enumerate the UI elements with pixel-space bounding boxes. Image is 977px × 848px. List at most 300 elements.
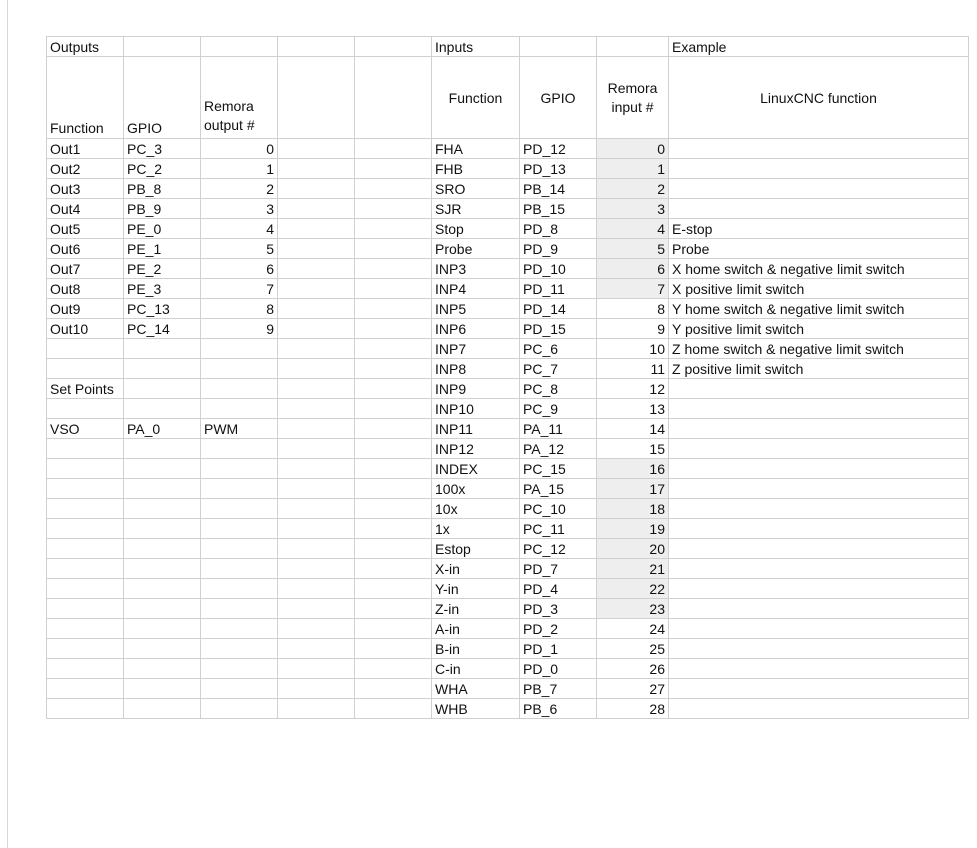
empty-cell[interactable]	[278, 199, 355, 219]
table-row	[47, 299, 969, 319]
input-remora-cell[interactable]: 13	[597, 399, 669, 419]
input-remora-cell[interactable]: 8	[597, 299, 669, 319]
linuxcnc-function-cell[interactable]: X home switch & negative limit switch	[669, 259, 969, 279]
empty-cell[interactable]	[278, 379, 355, 399]
input-gpio-cell[interactable]: PD_9	[520, 239, 597, 259]
empty-cell[interactable]	[124, 459, 201, 479]
empty-cell[interactable]	[355, 279, 432, 299]
empty-cell[interactable]	[278, 159, 355, 179]
input-remora-cell[interactable]: 27	[597, 679, 669, 699]
input-function-header[interactable]: Function	[432, 57, 520, 139]
input-remora-header[interactable]: Remora input #	[597, 57, 669, 139]
empty-cell[interactable]	[278, 599, 355, 619]
linuxcnc-function-cell[interactable]: E-stop	[669, 219, 969, 239]
empty-cell[interactable]	[278, 679, 355, 699]
linuxcnc-function-cell[interactable]	[669, 499, 969, 519]
input-function-cell[interactable]: WHB	[432, 699, 520, 719]
input-function-cell[interactable]: INDEX	[432, 459, 520, 479]
output-function-cell[interactable]: Out5	[47, 219, 124, 239]
empty-cell[interactable]	[124, 679, 201, 699]
empty-cell[interactable]	[355, 239, 432, 259]
output-function-cell[interactable]: Out8	[47, 279, 124, 299]
empty-cell[interactable]	[355, 579, 432, 599]
empty-cell[interactable]	[278, 399, 355, 419]
input-remora-cell[interactable]: 2	[597, 179, 669, 199]
input-gpio-cell[interactable]: PC_12	[520, 539, 597, 559]
empty-cell[interactable]	[355, 179, 432, 199]
input-gpio-cell[interactable]: PD_8	[520, 219, 597, 239]
linuxcnc-function-cell[interactable]	[669, 199, 969, 219]
empty-cell[interactable]	[201, 659, 278, 679]
output-function-cell[interactable]: Out9	[47, 299, 124, 319]
input-remora-cell[interactable]: 3	[597, 199, 669, 219]
input-function-cell[interactable]: INP5	[432, 299, 520, 319]
empty-cell[interactable]	[355, 519, 432, 539]
linuxcnc-function-cell[interactable]	[669, 139, 969, 159]
empty-cell[interactable]	[355, 599, 432, 619]
input-gpio-header[interactable]: GPIO	[520, 57, 597, 139]
empty-cell[interactable]	[201, 639, 278, 659]
linuxcnc-function-cell[interactable]	[669, 619, 969, 639]
input-gpio-cell[interactable]: PC_8	[520, 379, 597, 399]
empty-cell[interactable]	[520, 37, 597, 57]
output-remora-cell[interactable]: 5	[201, 239, 278, 259]
empty-cell[interactable]	[124, 399, 201, 419]
empty-cell[interactable]	[278, 699, 355, 719]
input-function-cell[interactable]: SRO	[432, 179, 520, 199]
table-row	[47, 679, 969, 699]
empty-cell[interactable]	[355, 399, 432, 419]
empty-cell[interactable]	[278, 559, 355, 579]
table-row	[47, 379, 969, 399]
linuxcnc-function-cell[interactable]	[669, 579, 969, 599]
input-remora-cell[interactable]: 25	[597, 639, 669, 659]
header-row	[47, 57, 969, 139]
input-function-cell[interactable]: 100x	[432, 479, 520, 499]
linuxcnc-function-cell[interactable]: Z positive limit switch	[669, 359, 969, 379]
empty-cell[interactable]	[278, 139, 355, 159]
empty-cell[interactable]	[355, 439, 432, 459]
input-gpio-cell[interactable]: PC_15	[520, 459, 597, 479]
empty-cell[interactable]	[355, 499, 432, 519]
input-gpio-cell[interactable]: PC_7	[520, 359, 597, 379]
empty-cell[interactable]	[201, 459, 278, 479]
input-function-cell[interactable]: B-in	[432, 639, 520, 659]
empty-cell[interactable]	[355, 539, 432, 559]
setpoint-function-cell[interactable]: VSO	[47, 419, 124, 439]
empty-cell[interactable]	[201, 539, 278, 559]
input-gpio-cell[interactable]: PD_14	[520, 299, 597, 319]
input-gpio-cell[interactable]: PC_6	[520, 339, 597, 359]
empty-cell[interactable]	[124, 579, 201, 599]
input-function-cell[interactable]: 10x	[432, 499, 520, 519]
output-remora-cell[interactable]: 4	[201, 219, 278, 239]
input-function-cell[interactable]: SJR	[432, 199, 520, 219]
output-remora-cell[interactable]: 2	[201, 179, 278, 199]
input-function-cell[interactable]: FHB	[432, 159, 520, 179]
input-remora-cell[interactable]: 5	[597, 239, 669, 259]
empty-cell[interactable]	[124, 339, 201, 359]
input-gpio-cell[interactable]: PD_0	[520, 659, 597, 679]
input-function-cell[interactable]: Stop	[432, 219, 520, 239]
input-function-cell[interactable]: 1x	[432, 519, 520, 539]
empty-cell[interactable]	[278, 259, 355, 279]
output-function-cell[interactable]: Out6	[47, 239, 124, 259]
input-function-cell[interactable]: INP11	[432, 419, 520, 439]
table-row	[47, 359, 969, 379]
empty-cell[interactable]	[355, 37, 432, 57]
empty-cell[interactable]	[355, 479, 432, 499]
input-function-cell[interactable]: X-in	[432, 559, 520, 579]
output-remora-cell[interactable]: 8	[201, 299, 278, 319]
input-gpio-cell[interactable]: PD_15	[520, 319, 597, 339]
empty-cell[interactable]	[201, 37, 278, 57]
empty-cell[interactable]	[47, 339, 124, 359]
empty-cell[interactable]	[124, 359, 201, 379]
empty-cell[interactable]	[124, 479, 201, 499]
input-function-cell[interactable]: INP6	[432, 319, 520, 339]
input-function-cell[interactable]: A-in	[432, 619, 520, 639]
empty-cell[interactable]	[355, 199, 432, 219]
empty-cell[interactable]	[278, 179, 355, 199]
table-row	[47, 479, 969, 499]
input-gpio-cell[interactable]: PD_3	[520, 599, 597, 619]
input-function-cell[interactable]: INP9	[432, 379, 520, 399]
linuxcnc-function-header[interactable]: LinuxCNC function	[669, 57, 969, 139]
output-remora-cell[interactable]: 3	[201, 199, 278, 219]
input-function-cell[interactable]: INP3	[432, 259, 520, 279]
table-row	[47, 659, 969, 679]
output-gpio-cell[interactable]: PE_3	[124, 279, 201, 299]
empty-cell[interactable]	[47, 679, 124, 699]
empty-cell[interactable]	[355, 659, 432, 679]
empty-cell[interactable]	[278, 459, 355, 479]
empty-cell[interactable]	[278, 37, 355, 57]
output-remora-cell[interactable]: 6	[201, 259, 278, 279]
input-remora-cell[interactable]: 28	[597, 699, 669, 719]
empty-cell[interactable]	[47, 519, 124, 539]
input-remora-cell[interactable]: 21	[597, 559, 669, 579]
output-gpio-cell[interactable]: PE_1	[124, 239, 201, 259]
empty-cell[interactable]	[355, 619, 432, 639]
empty-cell[interactable]	[124, 439, 201, 459]
empty-cell[interactable]	[278, 519, 355, 539]
linuxcnc-function-cell[interactable]	[669, 699, 969, 719]
input-remora-cell[interactable]: 23	[597, 599, 669, 619]
empty-cell[interactable]	[47, 499, 124, 519]
empty-cell[interactable]	[201, 599, 278, 619]
input-remora-cell[interactable]: 17	[597, 479, 669, 499]
input-gpio-cell[interactable]: PC_10	[520, 499, 597, 519]
output-remora-cell[interactable]: 0	[201, 139, 278, 159]
empty-cell[interactable]	[355, 57, 432, 139]
table-row	[47, 579, 969, 599]
table-row	[47, 319, 969, 339]
linuxcnc-function-cell[interactable]	[669, 559, 969, 579]
table-row	[47, 179, 969, 199]
empty-cell[interactable]	[124, 539, 201, 559]
empty-cell[interactable]	[278, 619, 355, 639]
empty-cell[interactable]	[47, 439, 124, 459]
empty-cell[interactable]	[47, 539, 124, 559]
empty-cell[interactable]	[124, 659, 201, 679]
linuxcnc-function-cell[interactable]: Probe	[669, 239, 969, 259]
empty-cell[interactable]	[355, 139, 432, 159]
linuxcnc-function-cell[interactable]	[669, 599, 969, 619]
empty-cell[interactable]	[124, 699, 201, 719]
input-gpio-cell[interactable]: PD_12	[520, 139, 597, 159]
table-row	[47, 239, 969, 259]
empty-cell[interactable]	[278, 539, 355, 559]
input-remora-cell[interactable]: 15	[597, 439, 669, 459]
output-function-cell[interactable]: Out7	[47, 259, 124, 279]
example-section-label[interactable]: Example	[669, 37, 969, 57]
input-remora-cell[interactable]: 14	[597, 419, 669, 439]
outputs-section-label[interactable]: Outputs	[47, 37, 124, 57]
linuxcnc-function-cell[interactable]	[669, 379, 969, 399]
input-gpio-cell[interactable]: PA_12	[520, 439, 597, 459]
input-remora-cell[interactable]: 1	[597, 159, 669, 179]
input-gpio-cell[interactable]: PC_9	[520, 399, 597, 419]
linuxcnc-function-cell[interactable]: Z home switch & negative limit switch	[669, 339, 969, 359]
input-gpio-cell[interactable]: PB_14	[520, 179, 597, 199]
input-remora-cell[interactable]: 22	[597, 579, 669, 599]
input-remora-cell[interactable]: 4	[597, 219, 669, 239]
empty-cell[interactable]	[124, 37, 201, 57]
input-remora-cell[interactable]: 0	[597, 139, 669, 159]
empty-cell[interactable]	[278, 419, 355, 439]
input-function-cell[interactable]: Probe	[432, 239, 520, 259]
linuxcnc-function-cell[interactable]	[669, 639, 969, 659]
input-function-cell[interactable]: Y-in	[432, 579, 520, 599]
empty-cell[interactable]	[47, 359, 124, 379]
input-function-cell[interactable]: INP10	[432, 399, 520, 419]
linuxcnc-function-cell[interactable]	[669, 399, 969, 419]
input-gpio-cell[interactable]: PD_11	[520, 279, 597, 299]
output-gpio-cell[interactable]: PB_8	[124, 179, 201, 199]
empty-cell[interactable]	[278, 219, 355, 239]
empty-cell[interactable]	[278, 579, 355, 599]
table-row	[47, 559, 969, 579]
output-gpio-header[interactable]: GPIO	[124, 57, 201, 139]
output-function-header[interactable]: Function	[47, 57, 124, 139]
empty-cell[interactable]	[355, 259, 432, 279]
table-row	[47, 639, 969, 659]
input-gpio-cell[interactable]: PA_11	[520, 419, 597, 439]
input-gpio-cell[interactable]: PB_15	[520, 199, 597, 219]
empty-cell[interactable]	[355, 299, 432, 319]
input-gpio-cell[interactable]: PD_10	[520, 259, 597, 279]
empty-cell[interactable]	[355, 359, 432, 379]
setpoint-type-cell[interactable]: PWM	[201, 419, 278, 439]
empty-cell[interactable]	[355, 559, 432, 579]
output-gpio-cell[interactable]: PC_3	[124, 139, 201, 159]
empty-cell[interactable]	[278, 319, 355, 339]
linuxcnc-function-cell[interactable]	[669, 679, 969, 699]
input-function-cell[interactable]: INP4	[432, 279, 520, 299]
empty-cell[interactable]	[355, 159, 432, 179]
gpio-mapping-table	[46, 36, 969, 719]
output-function-cell[interactable]: Out1	[47, 139, 124, 159]
input-gpio-cell[interactable]: PD_4	[520, 579, 597, 599]
empty-cell[interactable]	[201, 479, 278, 499]
empty-cell[interactable]	[278, 279, 355, 299]
empty-cell[interactable]	[201, 699, 278, 719]
set-points-label[interactable]: Set Points	[47, 379, 124, 399]
output-remora-cell[interactable]: 7	[201, 279, 278, 299]
empty-cell[interactable]	[47, 659, 124, 679]
empty-cell[interactable]	[47, 599, 124, 619]
empty-cell[interactable]	[278, 499, 355, 519]
empty-cell[interactable]	[47, 699, 124, 719]
input-function-cell[interactable]: WHA	[432, 679, 520, 699]
empty-cell[interactable]	[124, 559, 201, 579]
linuxcnc-function-cell[interactable]	[669, 179, 969, 199]
output-gpio-cell[interactable]: PB_9	[124, 199, 201, 219]
table-row	[47, 279, 969, 299]
input-remora-cell[interactable]: 19	[597, 519, 669, 539]
empty-cell[interactable]	[278, 659, 355, 679]
output-remora-header[interactable]: Remora output #	[201, 57, 278, 139]
output-gpio-cell[interactable]: PC_2	[124, 159, 201, 179]
input-remora-cell[interactable]: 24	[597, 619, 669, 639]
input-gpio-cell[interactable]: PA_15	[520, 479, 597, 499]
empty-cell[interactable]	[201, 439, 278, 459]
input-remora-cell[interactable]: 16	[597, 459, 669, 479]
empty-cell[interactable]	[201, 339, 278, 359]
empty-cell[interactable]	[47, 619, 124, 639]
empty-cell[interactable]	[124, 379, 201, 399]
empty-cell[interactable]	[47, 459, 124, 479]
empty-cell[interactable]	[355, 379, 432, 399]
input-remora-cell[interactable]: 7	[597, 279, 669, 299]
output-gpio-cell[interactable]: PC_14	[124, 319, 201, 339]
input-remora-cell[interactable]: 10	[597, 339, 669, 359]
input-gpio-cell[interactable]: PB_7	[520, 679, 597, 699]
input-remora-cell[interactable]: 26	[597, 659, 669, 679]
empty-cell[interactable]	[355, 699, 432, 719]
output-function-cell[interactable]: Out10	[47, 319, 124, 339]
empty-cell[interactable]	[355, 419, 432, 439]
input-gpio-cell[interactable]: PD_1	[520, 639, 597, 659]
input-gpio-cell[interactable]: PD_2	[520, 619, 597, 639]
empty-cell[interactable]	[355, 339, 432, 359]
empty-cell[interactable]	[278, 239, 355, 259]
linuxcnc-function-cell[interactable]	[669, 519, 969, 539]
empty-cell[interactable]	[201, 579, 278, 599]
empty-cell[interactable]	[201, 679, 278, 699]
input-remora-cell[interactable]: 6	[597, 259, 669, 279]
linuxcnc-function-cell[interactable]: Y positive limit switch	[669, 319, 969, 339]
inputs-section-label[interactable]: Inputs	[432, 37, 520, 57]
input-function-cell[interactable]: INP8	[432, 359, 520, 379]
empty-cell[interactable]	[124, 619, 201, 639]
output-function-cell[interactable]: Out3	[47, 179, 124, 199]
empty-cell[interactable]	[278, 339, 355, 359]
input-function-cell[interactable]: Estop	[432, 539, 520, 559]
linuxcnc-function-cell[interactable]	[669, 439, 969, 459]
empty-cell[interactable]	[201, 559, 278, 579]
empty-cell[interactable]	[201, 379, 278, 399]
empty-cell[interactable]	[47, 639, 124, 659]
empty-cell[interactable]	[355, 219, 432, 239]
empty-cell[interactable]	[47, 479, 124, 499]
output-remora-cell[interactable]: 1	[201, 159, 278, 179]
input-gpio-cell[interactable]: PB_6	[520, 699, 597, 719]
input-function-cell[interactable]: C-in	[432, 659, 520, 679]
empty-cell[interactable]	[124, 639, 201, 659]
empty-cell[interactable]	[124, 519, 201, 539]
table-body	[47, 37, 969, 719]
empty-cell[interactable]	[124, 499, 201, 519]
empty-cell[interactable]	[201, 359, 278, 379]
linuxcnc-function-cell[interactable]: X positive limit switch	[669, 279, 969, 299]
output-function-cell[interactable]: Out4	[47, 199, 124, 219]
empty-cell[interactable]	[278, 639, 355, 659]
linuxcnc-function-cell[interactable]	[669, 419, 969, 439]
output-gpio-cell[interactable]: PE_2	[124, 259, 201, 279]
table-row	[47, 499, 969, 519]
empty-cell[interactable]	[278, 439, 355, 459]
input-gpio-cell[interactable]: PD_13	[520, 159, 597, 179]
table-row	[47, 439, 969, 459]
linuxcnc-function-cell[interactable]	[669, 659, 969, 679]
linuxcnc-function-cell[interactable]	[669, 539, 969, 559]
empty-cell[interactable]	[278, 299, 355, 319]
linuxcnc-function-cell[interactable]: Y home switch & negative limit switch	[669, 299, 969, 319]
input-remora-cell[interactable]: 9	[597, 319, 669, 339]
empty-cell[interactable]	[201, 619, 278, 639]
empty-cell[interactable]	[201, 399, 278, 419]
output-gpio-cell[interactable]: PC_13	[124, 299, 201, 319]
output-function-cell[interactable]: Out2	[47, 159, 124, 179]
empty-cell[interactable]	[47, 559, 124, 579]
linuxcnc-function-cell[interactable]	[669, 459, 969, 479]
input-remora-cell[interactable]: 20	[597, 539, 669, 559]
empty-cell[interactable]	[201, 499, 278, 519]
input-remora-cell[interactable]: 18	[597, 499, 669, 519]
empty-cell[interactable]	[201, 519, 278, 539]
input-gpio-cell[interactable]: PC_11	[520, 519, 597, 539]
empty-cell[interactable]	[124, 599, 201, 619]
input-function-cell[interactable]: INP12	[432, 439, 520, 459]
empty-cell[interactable]	[355, 639, 432, 659]
empty-cell[interactable]	[278, 359, 355, 379]
input-gpio-cell[interactable]: PD_7	[520, 559, 597, 579]
empty-cell[interactable]	[355, 679, 432, 699]
output-remora-cell[interactable]: 9	[201, 319, 278, 339]
input-remora-cell[interactable]: 11	[597, 359, 669, 379]
empty-cell[interactable]	[355, 459, 432, 479]
input-function-cell[interactable]: FHA	[432, 139, 520, 159]
setpoint-gpio-cell[interactable]: PA_0	[124, 419, 201, 439]
linuxcnc-function-cell[interactable]	[669, 159, 969, 179]
table-row	[47, 399, 969, 419]
input-function-cell[interactable]: Z-in	[432, 599, 520, 619]
table-row	[47, 139, 969, 159]
output-gpio-cell[interactable]: PE_0	[124, 219, 201, 239]
empty-cell[interactable]	[278, 479, 355, 499]
empty-cell[interactable]	[47, 399, 124, 419]
input-function-cell[interactable]: INP7	[432, 339, 520, 359]
empty-cell[interactable]	[597, 37, 669, 57]
linuxcnc-function-cell[interactable]	[669, 479, 969, 499]
empty-cell[interactable]	[278, 57, 355, 139]
input-remora-cell[interactable]: 12	[597, 379, 669, 399]
empty-cell[interactable]	[355, 319, 432, 339]
empty-cell[interactable]	[47, 579, 124, 599]
table-row	[47, 219, 969, 239]
